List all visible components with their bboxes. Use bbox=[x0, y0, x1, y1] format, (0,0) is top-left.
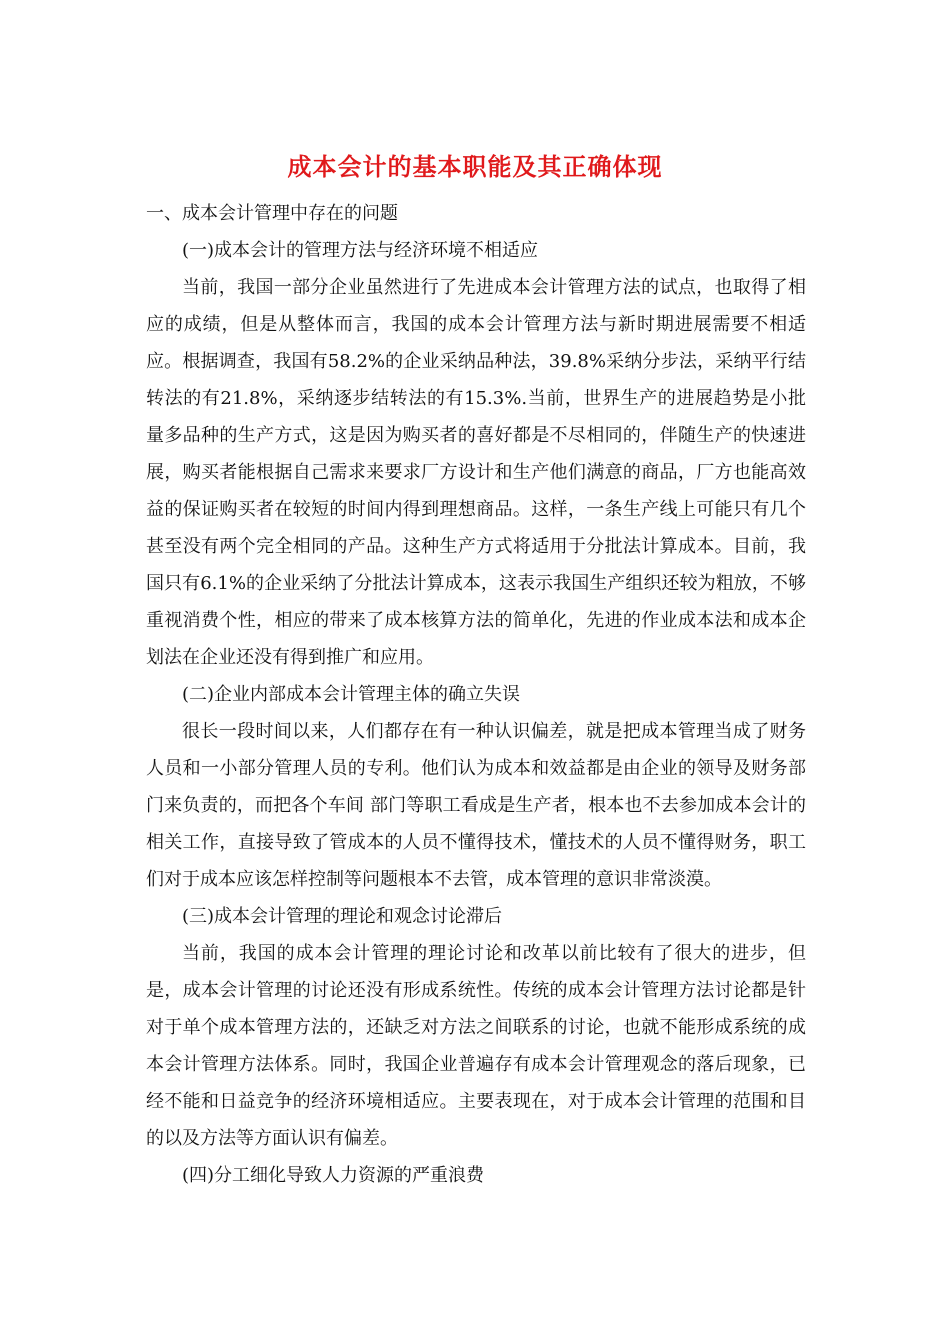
subsection-heading-4: (四)分工细化导致人力资源的严重浪费 bbox=[182, 1165, 485, 1186]
subsection-paragraph-2: 很长一段时间以来，人们都存在有一种认识偏差，就是把成本管理当成了财务人员和一小部分管理人员的专利。他们认为成本和效益都是由企业的领导及财务部门来负责的，而把各个车间 部门等职工看成是生产者，根本也不去参加成本会计的相关工作，直接导致了管成本的人员不懂得技术，懂技术的人员不懂得财务，职工们对于成本应该怎样控制等问题根本不去管，成本管理的意识非常淡漠。 bbox=[146, 721, 806, 890]
document-body bbox=[146, 195, 806, 1194]
section-heading: 一、成本会计管理中存在的问题 bbox=[146, 203, 398, 224]
subsection-paragraph-3: 当前，我国的成本会计管理的理论讨论和改革以前比较有了很大的进步，但是，成本会计管理的讨论还没有形成系统性。传统的成本会计管理方法讨论都是针对于单个成本管理方法的，还缺乏对方法之间联系的讨论，也就不能形成系统的成本会计管理方法体系。同时，我国企业普遍存有成本会计管理观念的落后现象，已经不能和日益竞争的经济环境相适应。主要表现在，对于成本会计管理的范围和目的以及方法等方面认识有偏差。 bbox=[146, 943, 806, 1149]
document-title: 成本会计的基本职能及其正确体现 bbox=[287, 152, 663, 181]
subsection-paragraph-1: 当前，我国一部分企业虽然进行了先进成本会计管理方法的试点，也取得了相应的成绩，但是从整体而言，我国的成本会计管理方法与新时期进展需要不相适应。根据调查，我国有58.2%的企业采纳品种法，39.8%采纳分步法，采纳平行结转法的有21.8%，采纳逐步结转法的有15.3%.当前，世界生产的进展趋势是小批量多品种的生产方式，这是因为购买者的喜好都是不尽相同的，伴随生产的快速进展，购买者能根据自己需求来要求厂方设计和生产他们满意的商品，厂方也能高效益的保证购买者在较短的时间内得到理想商品。这样，一条生产线上可能只有几个甚至没有两个完全相同的产品。这种生产方式将适用于分批法计算成本。目前，我国只有6.1%的企业采纳了分批法计算成本，这表示我国生产组织还较为粗放，不够重视消费个性，相应的带来了成本核算方法的简单化，先进的作业成本法和成本企划法在企业还没有得到推广和应用。 bbox=[146, 277, 806, 668]
subsection-heading-3: (三)成本会计管理的理论和观念讨论滞后 bbox=[182, 906, 503, 927]
subsection-heading-1: (一)成本会计的管理方法与经济环境不相适应 bbox=[182, 240, 539, 261]
subsection-heading-2: (二)企业内部成本会计管理主体的确立失误 bbox=[182, 684, 521, 705]
